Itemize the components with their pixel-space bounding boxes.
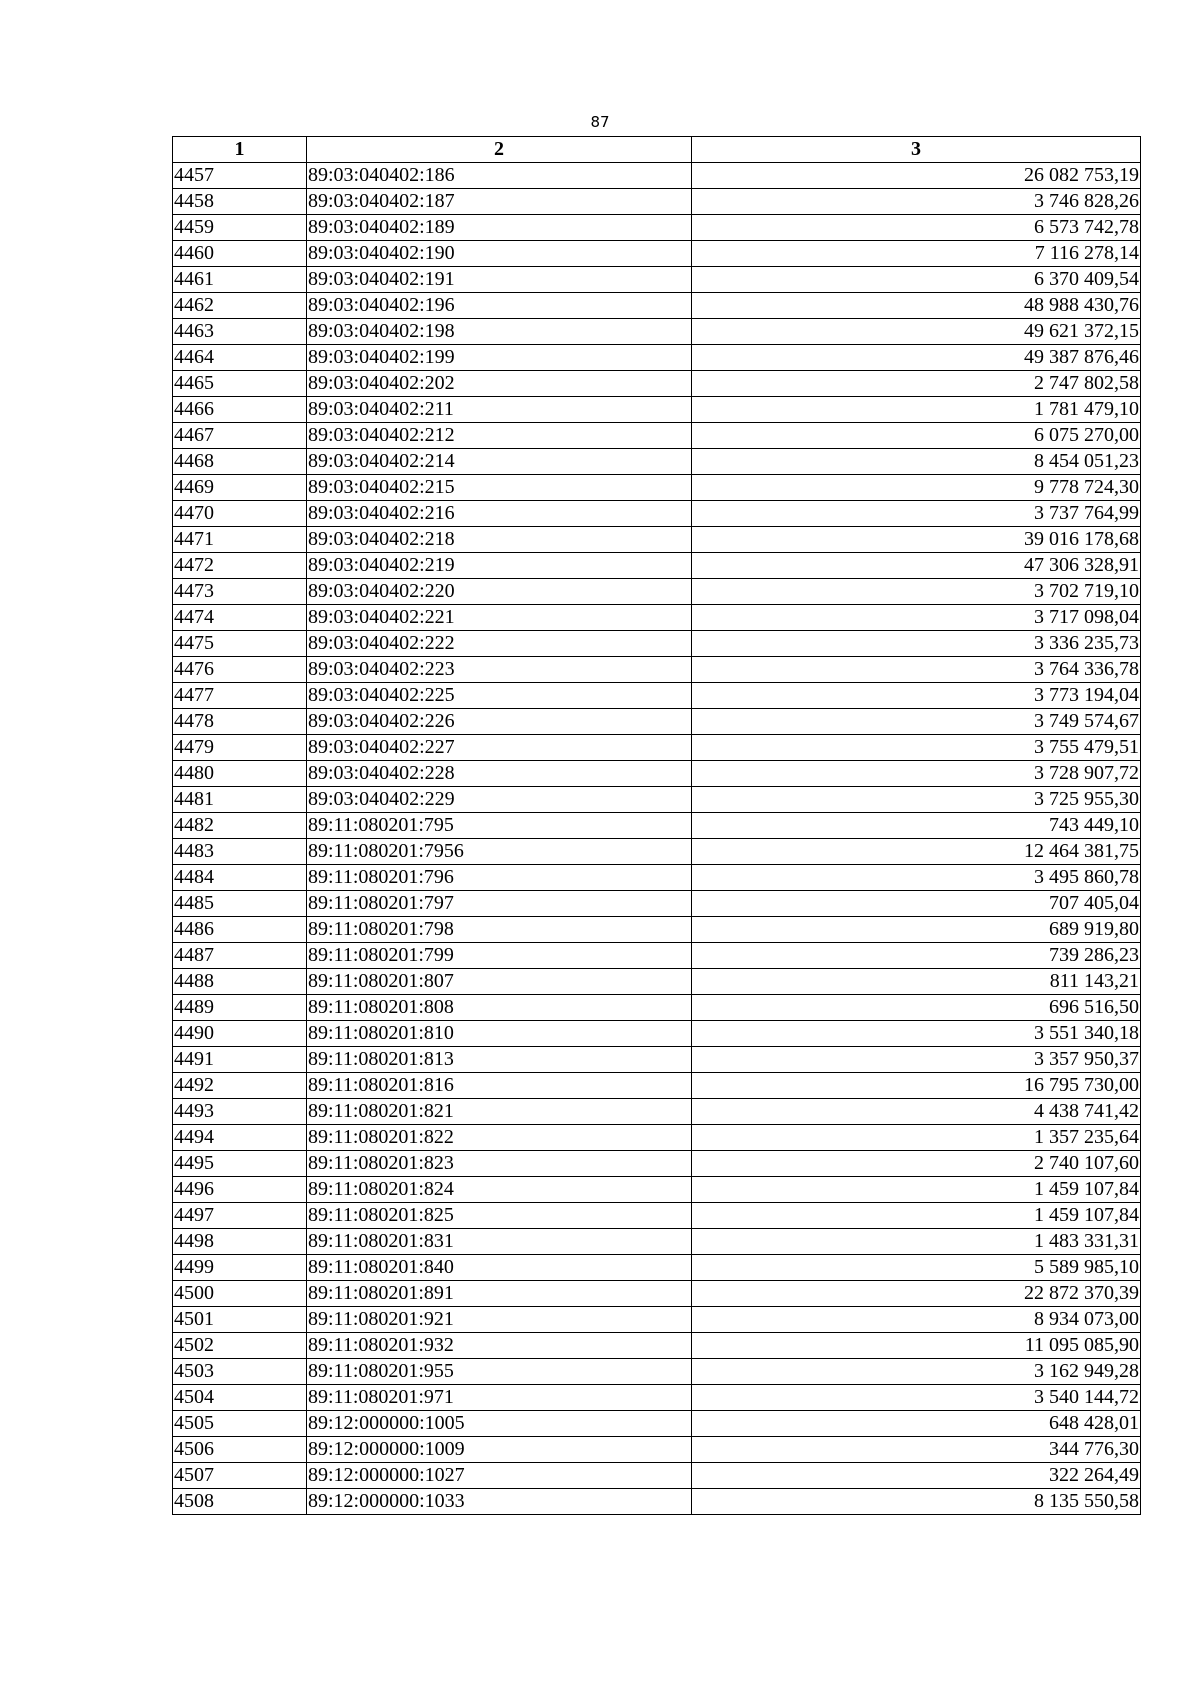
table-row <box>173 501 1141 527</box>
row-number-cell: 4507 <box>173 1463 307 1489</box>
value-cell: 6 075 270,00 <box>692 423 1141 449</box>
table-row <box>173 1177 1141 1203</box>
table-row <box>173 215 1141 241</box>
cadastral-number-cell: 89:03:040402:211 <box>307 397 692 423</box>
row-number-cell: 4501 <box>173 1307 307 1333</box>
row-number-cell: 4486 <box>173 917 307 943</box>
cadastral-number-cell: 89:11:080201:955 <box>307 1359 692 1385</box>
row-number-cell: 4508 <box>173 1489 307 1515</box>
cadastral-number-cell: 89:03:040402:191 <box>307 267 692 293</box>
cadastral-number-cell: 89:03:040402:214 <box>307 449 692 475</box>
cadastral-number-cell: 89:11:080201:813 <box>307 1047 692 1073</box>
table-row <box>173 787 1141 813</box>
value-cell: 26 082 753,19 <box>692 163 1141 189</box>
data-table <box>172 136 1141 1515</box>
cadastral-number-cell: 89:12:000000:1009 <box>307 1437 692 1463</box>
table-row <box>173 241 1141 267</box>
row-number-cell: 4485 <box>173 891 307 917</box>
row-number-cell: 4504 <box>173 1385 307 1411</box>
value-cell: 3 162 949,28 <box>692 1359 1141 1385</box>
row-number-cell: 4492 <box>173 1073 307 1099</box>
table-row <box>173 1307 1141 1333</box>
value-cell: 8 934 073,00 <box>692 1307 1141 1333</box>
table-row <box>173 631 1141 657</box>
row-number-cell: 4502 <box>173 1333 307 1359</box>
value-cell: 16 795 730,00 <box>692 1073 1141 1099</box>
row-number-cell: 4472 <box>173 553 307 579</box>
cadastral-number-cell: 89:11:080201:816 <box>307 1073 692 1099</box>
value-cell: 8 135 550,58 <box>692 1489 1141 1515</box>
row-number-cell: 4474 <box>173 605 307 631</box>
value-cell: 2 747 802,58 <box>692 371 1141 397</box>
value-cell: 743 449,10 <box>692 813 1141 839</box>
row-number-cell: 4457 <box>173 163 307 189</box>
value-cell: 3 755 479,51 <box>692 735 1141 761</box>
table-row <box>173 293 1141 319</box>
table-row <box>173 995 1141 1021</box>
cadastral-number-cell: 89:11:080201:798 <box>307 917 692 943</box>
table-row <box>173 1359 1141 1385</box>
value-cell: 707 405,04 <box>692 891 1141 917</box>
value-cell: 3 336 235,73 <box>692 631 1141 657</box>
cadastral-number-cell: 89:03:040402:218 <box>307 527 692 553</box>
table-row <box>173 709 1141 735</box>
cadastral-number-cell: 89:03:040402:186 <box>307 163 692 189</box>
cadastral-number-cell: 89:11:080201:808 <box>307 995 692 1021</box>
value-cell: 344 776,30 <box>692 1437 1141 1463</box>
table-row <box>173 1333 1141 1359</box>
row-number-cell: 4476 <box>173 657 307 683</box>
row-number-cell: 4497 <box>173 1203 307 1229</box>
row-number-cell: 4462 <box>173 293 307 319</box>
value-cell: 1 459 107,84 <box>692 1203 1141 1229</box>
value-cell: 3 773 194,04 <box>692 683 1141 709</box>
row-number-cell: 4496 <box>173 1177 307 1203</box>
column-header-1: 1 <box>173 137 307 163</box>
cadastral-number-cell: 89:03:040402:198 <box>307 319 692 345</box>
cadastral-number-cell: 89:03:040402:196 <box>307 293 692 319</box>
value-cell: 3 764 336,78 <box>692 657 1141 683</box>
row-number-cell: 4503 <box>173 1359 307 1385</box>
value-cell: 648 428,01 <box>692 1411 1141 1437</box>
table-header <box>173 137 1141 163</box>
value-cell: 1 781 479,10 <box>692 397 1141 423</box>
row-number-cell: 4471 <box>173 527 307 553</box>
table-row <box>173 1021 1141 1047</box>
row-number-cell: 4460 <box>173 241 307 267</box>
value-cell: 12 464 381,75 <box>692 839 1141 865</box>
cadastral-number-cell: 89:11:080201:797 <box>307 891 692 917</box>
cadastral-number-cell: 89:12:000000:1005 <box>307 1411 692 1437</box>
row-number-cell: 4464 <box>173 345 307 371</box>
table-row <box>173 319 1141 345</box>
row-number-cell: 4506 <box>173 1437 307 1463</box>
value-cell: 48 988 430,76 <box>692 293 1141 319</box>
table-row <box>173 189 1141 215</box>
row-number-cell: 4466 <box>173 397 307 423</box>
table-row <box>173 683 1141 709</box>
table-row <box>173 865 1141 891</box>
cadastral-number-cell: 89:11:080201:891 <box>307 1281 692 1307</box>
cadastral-number-cell: 89:03:040402:221 <box>307 605 692 631</box>
row-number-cell: 4465 <box>173 371 307 397</box>
value-cell: 7 116 278,14 <box>692 241 1141 267</box>
value-cell: 4 438 741,42 <box>692 1099 1141 1125</box>
value-cell: 1 459 107,84 <box>692 1177 1141 1203</box>
table-row <box>173 1385 1141 1411</box>
value-cell: 3 357 950,37 <box>692 1047 1141 1073</box>
table-row <box>173 1411 1141 1437</box>
table-row <box>173 1489 1141 1515</box>
row-number-cell: 4495 <box>173 1151 307 1177</box>
table-row <box>173 1047 1141 1073</box>
row-number-cell: 4498 <box>173 1229 307 1255</box>
row-number-cell: 4489 <box>173 995 307 1021</box>
value-cell: 47 306 328,91 <box>692 553 1141 579</box>
table-body <box>173 163 1141 1515</box>
row-number-cell: 4488 <box>173 969 307 995</box>
cadastral-number-cell: 89:11:080201:971 <box>307 1385 692 1411</box>
cadastral-number-cell: 89:03:040402:228 <box>307 761 692 787</box>
cadastral-number-cell: 89:11:080201:795 <box>307 813 692 839</box>
cadastral-number-cell: 89:11:080201:932 <box>307 1333 692 1359</box>
value-cell: 3 725 955,30 <box>692 787 1141 813</box>
cadastral-number-cell: 89:03:040402:202 <box>307 371 692 397</box>
row-number-cell: 4487 <box>173 943 307 969</box>
table-row <box>173 1437 1141 1463</box>
table-row <box>173 839 1141 865</box>
cadastral-number-cell: 89:11:080201:799 <box>307 943 692 969</box>
table-row <box>173 1229 1141 1255</box>
value-cell: 3 540 144,72 <box>692 1385 1141 1411</box>
cadastral-number-cell: 89:03:040402:199 <box>307 345 692 371</box>
table-row <box>173 449 1141 475</box>
row-number-cell: 4470 <box>173 501 307 527</box>
value-cell: 322 264,49 <box>692 1463 1141 1489</box>
row-number-cell: 4481 <box>173 787 307 813</box>
cadastral-number-cell: 89:03:040402:223 <box>307 657 692 683</box>
row-number-cell: 4478 <box>173 709 307 735</box>
row-number-cell: 4505 <box>173 1411 307 1437</box>
table-row <box>173 423 1141 449</box>
value-cell: 22 872 370,39 <box>692 1281 1141 1307</box>
row-number-cell: 4468 <box>173 449 307 475</box>
value-cell: 689 919,80 <box>692 917 1141 943</box>
value-cell: 3 717 098,04 <box>692 605 1141 631</box>
value-cell: 2 740 107,60 <box>692 1151 1141 1177</box>
table-row <box>173 475 1141 501</box>
cadastral-number-cell: 89:03:040402:219 <box>307 553 692 579</box>
value-cell: 11 095 085,90 <box>692 1333 1141 1359</box>
value-cell: 1 357 235,64 <box>692 1125 1141 1151</box>
value-cell: 49 621 372,15 <box>692 319 1141 345</box>
cadastral-number-cell: 89:12:000000:1027 <box>307 1463 692 1489</box>
column-header-2: 2 <box>307 137 692 163</box>
cadastral-number-cell: 89:03:040402:226 <box>307 709 692 735</box>
table-row <box>173 579 1141 605</box>
row-number-cell: 4493 <box>173 1099 307 1125</box>
row-number-cell: 4467 <box>173 423 307 449</box>
table-row <box>173 943 1141 969</box>
row-number-cell: 4480 <box>173 761 307 787</box>
cadastral-number-cell: 89:11:080201:921 <box>307 1307 692 1333</box>
table-row <box>173 605 1141 631</box>
value-cell: 3 737 764,99 <box>692 501 1141 527</box>
cadastral-number-cell: 89:03:040402:190 <box>307 241 692 267</box>
table-row <box>173 163 1141 189</box>
cadastral-number-cell: 89:03:040402:227 <box>307 735 692 761</box>
cadastral-number-cell: 89:11:080201:821 <box>307 1099 692 1125</box>
row-number-cell: 4483 <box>173 839 307 865</box>
cadastral-number-cell: 89:11:080201:796 <box>307 865 692 891</box>
cadastral-number-cell: 89:11:080201:831 <box>307 1229 692 1255</box>
cadastral-number-cell: 89:11:080201:825 <box>307 1203 692 1229</box>
row-number-cell: 4473 <box>173 579 307 605</box>
column-header-3: 3 <box>692 137 1141 163</box>
value-cell: 811 143,21 <box>692 969 1141 995</box>
row-number-cell: 4469 <box>173 475 307 501</box>
row-number-cell: 4459 <box>173 215 307 241</box>
table-row <box>173 1203 1141 1229</box>
table-row <box>173 1151 1141 1177</box>
table-row <box>173 1255 1141 1281</box>
value-cell: 3 746 828,26 <box>692 189 1141 215</box>
table-row <box>173 267 1141 293</box>
table-row <box>173 1073 1141 1099</box>
table-row <box>173 813 1141 839</box>
row-number-cell: 4463 <box>173 319 307 345</box>
value-cell: 49 387 876,46 <box>692 345 1141 371</box>
cadastral-number-cell: 89:03:040402:225 <box>307 683 692 709</box>
table-row <box>173 1281 1141 1307</box>
cadastral-number-cell: 89:03:040402:220 <box>307 579 692 605</box>
row-number-cell: 4477 <box>173 683 307 709</box>
value-cell: 696 516,50 <box>692 995 1141 1021</box>
value-cell: 6 573 742,78 <box>692 215 1141 241</box>
cadastral-number-cell: 89:03:040402:215 <box>307 475 692 501</box>
value-cell: 8 454 051,23 <box>692 449 1141 475</box>
row-number-cell: 4499 <box>173 1255 307 1281</box>
cadastral-number-cell: 89:11:080201:824 <box>307 1177 692 1203</box>
table-row <box>173 1125 1141 1151</box>
value-cell: 9 778 724,30 <box>692 475 1141 501</box>
cadastral-number-cell: 89:11:080201:840 <box>307 1255 692 1281</box>
table-row <box>173 761 1141 787</box>
cadastral-number-cell: 89:03:040402:229 <box>307 787 692 813</box>
value-cell: 739 286,23 <box>692 943 1141 969</box>
cadastral-number-cell: 89:03:040402:187 <box>307 189 692 215</box>
value-cell: 1 483 331,31 <box>692 1229 1141 1255</box>
value-cell: 3 495 860,78 <box>692 865 1141 891</box>
value-cell: 6 370 409,54 <box>692 267 1141 293</box>
table-row <box>173 1463 1141 1489</box>
table-row <box>173 371 1141 397</box>
value-cell: 3 749 574,67 <box>692 709 1141 735</box>
row-number-cell: 4458 <box>173 189 307 215</box>
row-number-cell: 4494 <box>173 1125 307 1151</box>
table-row <box>173 891 1141 917</box>
table-row <box>173 553 1141 579</box>
cadastral-number-cell: 89:03:040402:212 <box>307 423 692 449</box>
value-cell: 3 551 340,18 <box>692 1021 1141 1047</box>
table-row <box>173 657 1141 683</box>
row-number-cell: 4484 <box>173 865 307 891</box>
cadastral-number-cell: 89:11:080201:807 <box>307 969 692 995</box>
row-number-cell: 4482 <box>173 813 307 839</box>
cadastral-number-cell: 89:11:080201:7956 <box>307 839 692 865</box>
table-row <box>173 969 1141 995</box>
cadastral-number-cell: 89:11:080201:810 <box>307 1021 692 1047</box>
value-cell: 3 702 719,10 <box>692 579 1141 605</box>
cadastral-number-cell: 89:03:040402:189 <box>307 215 692 241</box>
row-number-cell: 4479 <box>173 735 307 761</box>
row-number-cell: 4475 <box>173 631 307 657</box>
cadastral-number-cell: 89:12:000000:1033 <box>307 1489 692 1515</box>
page-number: 87 <box>590 113 610 131</box>
table-row <box>173 1099 1141 1125</box>
value-cell: 5 589 985,10 <box>692 1255 1141 1281</box>
row-number-cell: 4500 <box>173 1281 307 1307</box>
value-cell: 39 016 178,68 <box>692 527 1141 553</box>
row-number-cell: 4490 <box>173 1021 307 1047</box>
cadastral-number-cell: 89:11:080201:822 <box>307 1125 692 1151</box>
table-row <box>173 735 1141 761</box>
cadastral-number-cell: 89:03:040402:222 <box>307 631 692 657</box>
value-cell: 3 728 907,72 <box>692 761 1141 787</box>
row-number-cell: 4461 <box>173 267 307 293</box>
row-number-cell: 4491 <box>173 1047 307 1073</box>
header-row <box>173 137 1141 163</box>
table-row <box>173 345 1141 371</box>
table-row <box>173 397 1141 423</box>
cadastral-number-cell: 89:11:080201:823 <box>307 1151 692 1177</box>
table-row <box>173 917 1141 943</box>
cadastral-number-cell: 89:03:040402:216 <box>307 501 692 527</box>
table-row <box>173 527 1141 553</box>
